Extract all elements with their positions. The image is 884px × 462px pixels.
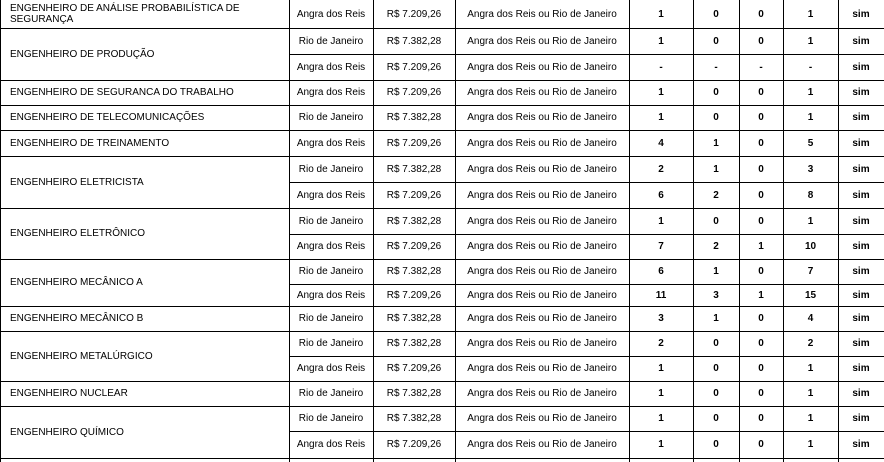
count-3-cell: 0 [758, 266, 764, 277]
count-1-cell: 2 [658, 338, 664, 349]
count-2-cell: 0 [713, 338, 719, 349]
flag-cell: sim [852, 87, 870, 98]
count-3-cell: 1 [758, 289, 764, 301]
count-3-cell: 0 [758, 87, 764, 98]
lotacao-cell: Angra dos Reis ou Rio de Janeiro [467, 413, 617, 424]
flag-cell: sim [852, 338, 870, 349]
salary-cell: R$ 7.209,26 [386, 8, 442, 20]
count-1-cell: 1 [658, 413, 664, 424]
lotacao-cell: Angra dos Reis ou Rio de Janeiro [467, 87, 617, 98]
column-divider [455, 0, 456, 462]
count-total-cell: - [808, 61, 813, 73]
count-total-cell: 1 [807, 388, 814, 399]
count-2-cell: 0 [713, 388, 719, 399]
count-1-cell: 1 [658, 112, 664, 123]
local-cell: Angra dos Reis [296, 61, 366, 73]
lotacao-cell: Angra dos Reis ou Rio de Janeiro [467, 338, 617, 349]
salary-cell: R$ 7.209,26 [386, 61, 442, 73]
count-total-cell: 3 [807, 163, 814, 175]
count-3-cell: 0 [758, 163, 764, 175]
count-2-cell: 0 [713, 35, 719, 47]
count-2-cell: 0 [713, 439, 719, 450]
count-total-cell: 1 [807, 413, 814, 424]
lotacao-cell: Angra dos Reis ou Rio de Janeiro [467, 215, 617, 227]
count-2-cell: 0 [713, 363, 719, 374]
lotacao-cell: Angra dos Reis ou Rio de Janeiro [467, 313, 617, 324]
local-cell: Angra dos Reis [296, 241, 366, 252]
flag-cell: sim [852, 363, 870, 374]
count-2-cell: 0 [713, 112, 719, 123]
count-1-cell: 11 [655, 289, 667, 301]
count-2-cell: 0 [713, 8, 719, 20]
count-2-cell: 3 [713, 289, 719, 301]
local-cell: Rio de Janeiro [298, 338, 364, 349]
lotacao-cell: Angra dos Reis ou Rio de Janeiro [467, 112, 617, 123]
count-total-cell: 5 [807, 137, 814, 149]
count-2-cell: 1 [713, 313, 719, 324]
cargo-cell: ENGENHEIRO DE PRODUÇÃO [10, 48, 155, 60]
count-3-cell: 0 [758, 137, 764, 149]
count-3-cell: 0 [758, 313, 764, 324]
flag-cell: sim [852, 388, 870, 399]
count-total-cell: 1 [807, 8, 814, 20]
count-3-cell: 0 [758, 189, 764, 201]
salary-cell: R$ 7.382,28 [386, 215, 442, 227]
flag-cell: sim [852, 241, 870, 252]
local-cell: Rio de Janeiro [298, 313, 364, 324]
count-total-cell: 1 [807, 87, 814, 98]
count-1-cell: 2 [658, 163, 664, 175]
salary-cell: R$ 7.209,26 [386, 137, 442, 149]
count-3-cell: 0 [758, 35, 764, 47]
flag-cell: sim [852, 413, 870, 424]
count-3-cell: 1 [758, 241, 764, 252]
count-1-cell: 1 [658, 215, 664, 227]
count-total-cell: 1 [807, 35, 814, 47]
column-divider [783, 0, 784, 462]
count-total-cell: 2 [807, 338, 814, 349]
local-cell: Angra dos Reis [296, 363, 366, 374]
column-divider [838, 0, 839, 462]
lotacao-cell: Angra dos Reis ou Rio de Janeiro [467, 388, 617, 399]
count-1-cell: 7 [658, 241, 664, 252]
lotacao-cell: Angra dos Reis ou Rio de Janeiro [467, 8, 617, 20]
count-total-cell: 1 [807, 439, 814, 450]
salary-cell: R$ 7.382,28 [386, 266, 442, 277]
column-divider [289, 0, 290, 462]
local-cell: Angra dos Reis [296, 439, 366, 450]
flag-cell: sim [852, 112, 870, 123]
cargo-cell: ENGENHEIRO ELETRÔNICO [10, 228, 146, 239]
lotacao-cell: Angra dos Reis ou Rio de Janeiro [467, 137, 617, 149]
count-1-cell: 1 [658, 8, 664, 20]
salary-cell: R$ 7.209,26 [386, 363, 442, 374]
cargo-cell: ENGENHEIRO DE SEGURANCA DO TRABALHO [10, 87, 234, 98]
lotacao-cell: Angra dos Reis ou Rio de Janeiro [467, 163, 617, 175]
count-total-cell: 8 [807, 189, 814, 201]
cargo-cell: ENGENHEIRO DE TELECOMUNICAÇÕES [10, 112, 205, 123]
salary-cell: R$ 7.382,28 [386, 338, 442, 349]
flag-cell: sim [852, 266, 870, 277]
salary-cell: R$ 7.382,28 [386, 388, 442, 399]
lotacao-cell: Angra dos Reis ou Rio de Janeiro [467, 266, 617, 277]
count-3-cell: 0 [758, 215, 764, 227]
local-cell: Rio de Janeiro [298, 388, 364, 399]
count-2-cell: 2 [713, 189, 719, 201]
local-cell: Angra dos Reis [296, 137, 366, 149]
row-divider [0, 458, 884, 459]
count-1-cell: 1 [658, 87, 664, 98]
cargo-cell: ENGENHEIRO MECÂNICO B [10, 313, 144, 324]
local-cell: Angra dos Reis [296, 289, 366, 301]
count-1-cell: 3 [658, 313, 664, 324]
flag-cell: sim [852, 439, 870, 450]
column-divider [739, 0, 740, 462]
column-divider [373, 0, 374, 462]
left-border [0, 0, 1, 462]
count-3-cell: 0 [758, 8, 764, 20]
flag-cell: sim [852, 35, 870, 47]
salary-cell: R$ 7.382,28 [386, 163, 442, 175]
lotacao-cell: Angra dos Reis ou Rio de Janeiro [467, 189, 617, 201]
flag-cell: sim [852, 163, 870, 175]
flag-cell: sim [852, 189, 870, 201]
count-2-cell: 0 [713, 413, 719, 424]
count-1-cell: 1 [658, 388, 664, 399]
lotacao-cell: Angra dos Reis ou Rio de Janeiro [467, 61, 617, 73]
count-total-cell: 15 [804, 289, 817, 301]
count-2-cell: 1 [713, 137, 719, 149]
salary-cell: R$ 7.382,28 [386, 112, 442, 123]
flag-cell: sim [852, 289, 870, 301]
count-1-cell: 6 [658, 266, 664, 277]
lotacao-cell: Angra dos Reis ou Rio de Janeiro [467, 35, 617, 47]
salary-cell: R$ 7.209,26 [386, 241, 442, 252]
local-cell: Angra dos Reis [296, 8, 366, 20]
flag-cell: sim [852, 8, 870, 20]
count-3-cell: - [759, 61, 763, 73]
column-divider [693, 0, 694, 462]
salary-cell: R$ 7.382,28 [386, 313, 442, 324]
lotacao-cell: Angra dos Reis ou Rio de Janeiro [467, 289, 617, 301]
local-cell: Angra dos Reis [296, 87, 366, 98]
cargo-cell: ENGENHEIRO QUÍMICO [10, 426, 124, 438]
count-2-cell: 0 [713, 87, 719, 98]
flag-cell: sim [852, 137, 870, 149]
local-cell: Rio de Janeiro [298, 413, 364, 424]
count-3-cell: 0 [758, 388, 764, 399]
count-3-cell: 0 [758, 338, 764, 349]
cargo-cell: ENGENHEIRO DE TREINAMENTO [10, 137, 170, 149]
count-2-cell: - [714, 61, 718, 73]
local-cell: Rio de Janeiro [298, 112, 364, 123]
count-total-cell: 1 [807, 112, 814, 123]
count-2-cell: 0 [713, 215, 719, 227]
lotacao-cell: Angra dos Reis ou Rio de Janeiro [467, 363, 617, 374]
count-1-cell: 1 [658, 35, 664, 47]
cargo-cell: ENGENHEIRO METALÚRGICO [10, 350, 153, 362]
count-2-cell: 2 [713, 241, 719, 252]
count-2-cell: 1 [713, 163, 719, 175]
local-cell: Rio de Janeiro [298, 266, 364, 277]
salary-cell: R$ 7.209,26 [386, 189, 442, 201]
salary-cell: R$ 7.382,28 [386, 35, 442, 47]
count-total-cell: 10 [804, 241, 817, 252]
count-1-cell: 6 [658, 189, 664, 201]
cargo-cell: ENGENHEIRO NUCLEAR [10, 388, 128, 399]
flag-cell: sim [852, 61, 870, 73]
flag-cell: sim [852, 215, 870, 227]
count-total-cell: 1 [807, 363, 814, 374]
count-3-cell: 0 [758, 112, 764, 123]
count-3-cell: 0 [758, 363, 764, 374]
count-1-cell: - [659, 61, 663, 73]
cargo-cell: ENGENHEIRO MECÂNICO A [10, 277, 143, 288]
count-1-cell: 1 [658, 363, 664, 374]
count-1-cell: 4 [658, 137, 664, 149]
count-2-cell: 1 [713, 266, 719, 277]
flag-cell: sim [852, 313, 870, 324]
local-cell: Angra dos Reis [296, 189, 366, 201]
salary-cell: R$ 7.209,26 [386, 439, 442, 450]
lotacao-cell: Angra dos Reis ou Rio de Janeiro [467, 439, 617, 450]
count-3-cell: 0 [758, 413, 764, 424]
local-cell: Rio de Janeiro [298, 163, 364, 175]
salary-cell: R$ 7.209,26 [386, 87, 442, 98]
count-total-cell: 4 [807, 313, 814, 324]
count-total-cell: 1 [807, 215, 814, 227]
salary-cell: R$ 7.382,28 [386, 413, 442, 424]
lotacao-cell: Angra dos Reis ou Rio de Janeiro [467, 241, 617, 252]
cargo-cell: ENGENHEIRO DE ANÁLISE PROBABILÍSTICA DE SEGURANÇA [10, 3, 240, 25]
salary-cell: R$ 7.209,26 [386, 289, 442, 301]
count-total-cell: 7 [807, 266, 814, 277]
column-divider [629, 0, 630, 462]
local-cell: Rio de Janeiro [298, 215, 364, 227]
cargo-cell: ENGENHEIRO ELETRICISTA [10, 176, 144, 188]
local-cell: Rio de Janeiro [298, 35, 364, 47]
count-1-cell: 1 [658, 439, 664, 450]
count-3-cell: 0 [758, 439, 764, 450]
